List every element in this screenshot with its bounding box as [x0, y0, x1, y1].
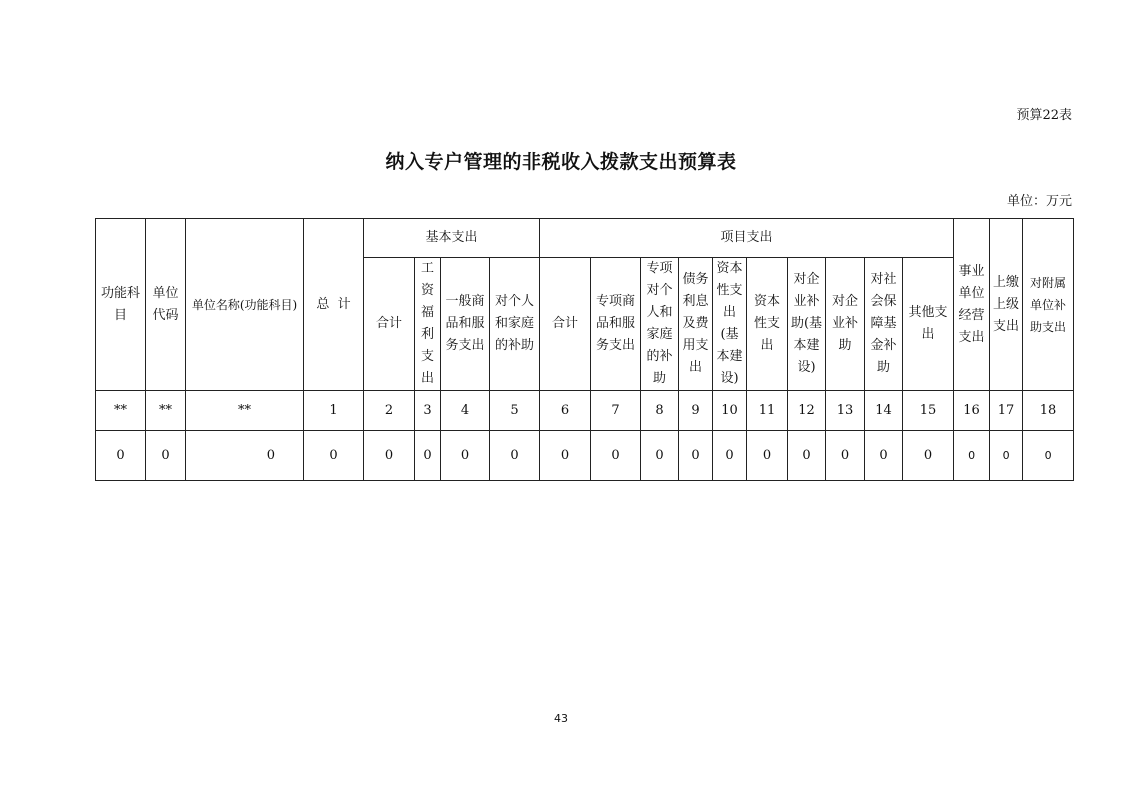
header-proj-debt: 债务 利息 及费 用支 出	[679, 258, 713, 391]
value-cell: 0	[540, 431, 591, 481]
index-cell: 16	[954, 391, 990, 431]
value-cell: 0	[490, 431, 540, 481]
value-cell: 0	[591, 431, 641, 481]
index-cell: **	[96, 391, 146, 431]
value-cell: 0	[441, 431, 490, 481]
header-affiliate: 对附属 单位补 助支出	[1023, 219, 1074, 391]
header-business: 事业 单位 经营 支出	[954, 219, 990, 391]
index-cell: 1	[304, 391, 364, 431]
index-cell: 14	[865, 391, 903, 431]
header-func-subject: 功能科 目	[96, 219, 146, 391]
header-proj-goods: 专项商 品和服 务支出	[591, 258, 641, 391]
header-proj-social: 对社 会保 障基 金补 助	[865, 258, 903, 391]
index-cell: 5	[490, 391, 540, 431]
header-unit-code: 单位 代码	[146, 219, 186, 391]
index-cell: 6	[540, 391, 591, 431]
index-cell: 2	[364, 391, 415, 431]
value-row	[96, 431, 1074, 481]
index-cell: 17	[990, 391, 1023, 431]
index-cell: 10	[713, 391, 747, 431]
index-cell: 8	[641, 391, 679, 431]
index-cell: 11	[747, 391, 788, 431]
index-cell: 15	[903, 391, 954, 431]
index-cell: 9	[679, 391, 713, 431]
value-cell: 0	[747, 431, 788, 481]
value-cell: 0	[1023, 431, 1074, 481]
index-cell: 12	[788, 391, 826, 431]
index-cell: **	[146, 391, 186, 431]
header-upper: 上缴 上级 支出	[990, 219, 1023, 391]
index-row	[96, 391, 1074, 431]
index-cell: 4	[441, 391, 490, 431]
index-cell: 18	[1023, 391, 1074, 431]
value-cell: 0	[96, 431, 146, 481]
value-cell: 0	[713, 431, 747, 481]
header-proj-enterprise-build: 对企 业补 助(基 本建 设)	[788, 258, 826, 391]
header-proj-personal: 专项 对个 人和 家庭 的补 助	[641, 258, 679, 391]
header-basic-sum: 合计	[364, 258, 415, 391]
value-cell: 0	[146, 431, 186, 481]
unit-label: 单位：万元	[1006, 194, 1072, 209]
budget-table	[95, 218, 1074, 481]
header-proj-enterprise: 对企 业补 助	[826, 258, 865, 391]
header-basic-subsidy: 对个人 和家庭 的补助	[490, 258, 540, 391]
header-proj-sum: 合计	[540, 258, 591, 391]
header-basic-goods: 一般商 品和服 务支出	[441, 258, 490, 391]
index-cell: **	[186, 391, 304, 431]
value-cell: 0	[641, 431, 679, 481]
page-title: 纳入专户管理的非税收入拨款支出预算表	[385, 151, 737, 173]
value-cell: 0	[679, 431, 713, 481]
value-cell: 0	[415, 431, 441, 481]
index-cell: 7	[591, 391, 641, 431]
table-number: 预算22表	[1016, 108, 1072, 123]
header-project-group: 项目支出	[540, 219, 954, 258]
value-cell: 0	[865, 431, 903, 481]
value-cell: 0	[990, 431, 1023, 481]
header-unit-name: 单位名称(功能科目)	[186, 219, 304, 391]
value-cell: 0	[364, 431, 415, 481]
value-cell: 0	[954, 431, 990, 481]
value-cell: 0	[304, 431, 364, 481]
header-proj-other: 其他支 出	[903, 258, 954, 391]
header-proj-capital-build: 资本 性支 出 (基 本建 设)	[713, 258, 747, 391]
index-cell: 13	[826, 391, 865, 431]
value-cell: 0	[186, 431, 304, 481]
value-cell: 0	[826, 431, 865, 481]
value-cell: 0	[788, 431, 826, 481]
value-cell: 0	[903, 431, 954, 481]
header-basic-salary: 工 资 福 利 支 出	[415, 258, 441, 391]
header-total: 总 计	[304, 219, 364, 391]
header-basic-group: 基本支出	[364, 219, 540, 258]
page-number: 43	[554, 712, 568, 725]
index-cell: 3	[415, 391, 441, 431]
header-proj-capital: 资本 性支 出	[747, 258, 788, 391]
